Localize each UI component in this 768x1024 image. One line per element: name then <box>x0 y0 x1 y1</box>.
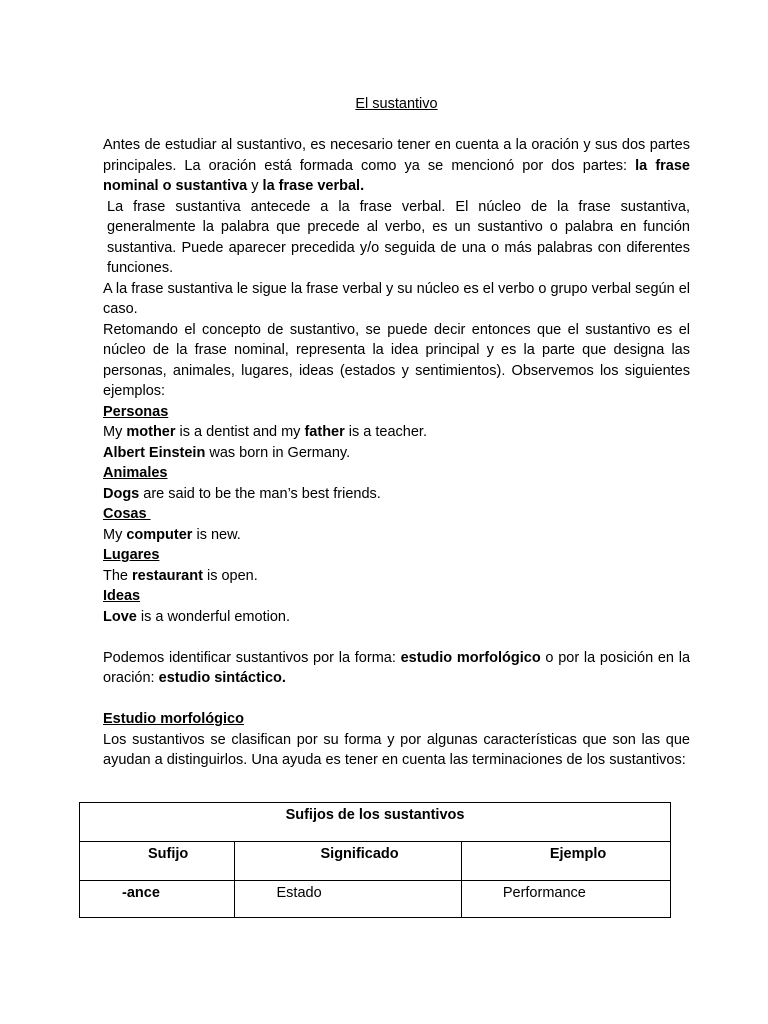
morph-paragraph: Los sustantivos se clasifican por su forma y por algunas características que son las que ayudan a distinguirlos. Una ayuda es tener en cuenta las terminaciones de los sustantivos: <box>103 731 690 768</box>
example-noun: Dogs <box>103 485 140 502</box>
example-noun: computer <box>126 526 193 543</box>
example-text: is a dentist and my <box>175 424 305 440</box>
example-text: is open. <box>202 567 258 584</box>
suffix-table <box>79 802 671 918</box>
example-text: are said to be the man’s best friends. <box>139 485 381 502</box>
identify-text: Podemos identificar sustantivos por la forma: <box>103 649 401 666</box>
table-header-sufijo: Sufijo <box>80 842 235 881</box>
identify-paragraph <box>103 648 690 689</box>
table-caption: Sufijos de los sustantivos <box>80 803 671 842</box>
table-row <box>80 881 671 918</box>
term-estudio-morfologico: estudio morfológico <box>400 649 541 666</box>
connector-text: y <box>247 178 263 194</box>
intro-paragraph-3: A la frase sustantiva le sigue la frase verbal y su núcleo es el verbo o grupo verbal según el caso. <box>103 280 690 317</box>
document-body <box>103 94 690 771</box>
example-animales <box>103 484 690 505</box>
intro-paragraph-1 <box>103 135 690 197</box>
example-text: My <box>103 424 127 440</box>
intro-text: Antes de estudiar al sustantivo, es necesario tener en cuenta a la oración y sus dos partes principales. La oración está formada como ya se mencionó por dos partes: <box>103 137 690 174</box>
example-text: is a teacher. <box>344 424 427 440</box>
heading-ideas: Ideas <box>103 588 141 604</box>
term-estudio-sintactico: estudio sintáctico. <box>158 670 286 686</box>
table-cell-ejemplo: Performance <box>461 881 670 918</box>
example-text: is a wonderful emotion. <box>136 608 290 625</box>
example-noun: Love <box>103 608 137 625</box>
page-title: El sustantivo <box>355 96 438 112</box>
example-noun: father <box>304 424 345 440</box>
table-cell-significado: Estado <box>234 881 461 918</box>
heading-cosas: Cosas <box>103 506 151 522</box>
example-lugares <box>103 566 690 587</box>
term-frase-verbal: la frase verbal. <box>262 178 365 194</box>
example-text: My <box>103 526 127 543</box>
example-personas-2 <box>103 443 690 464</box>
example-text: is new. <box>192 526 241 543</box>
term-frase-nominal: la frase nominal o sustantiva <box>103 157 690 194</box>
example-text: was born in Germany. <box>205 444 351 461</box>
example-noun: restaurant <box>132 567 203 584</box>
example-text: The <box>103 567 133 584</box>
table-cell-sufijo: -ance <box>80 881 235 918</box>
heading-lugares: Lugares <box>103 547 160 563</box>
example-ideas <box>103 607 690 628</box>
heading-personas: Personas <box>103 403 169 420</box>
table-header-significado: Significado <box>234 842 461 881</box>
example-noun: mother <box>126 424 176 440</box>
intro-paragraph-4: Retomando el concepto de sustantivo, se puede decir entonces que el sustantivo es el núcleo de la frase nominal, representa la idea principal y es la parte que designa las personas, animales, lugares, ideas (estados y sentimientos). Observemos los siguientes ejemplos: <box>103 321 690 399</box>
example-noun: Albert Einstein <box>103 444 206 461</box>
example-personas-1 <box>103 422 690 443</box>
example-cosas <box>103 525 690 546</box>
table-header-ejemplo: Ejemplo <box>461 842 670 881</box>
heading-estudio-morfologico: Estudio morfológico <box>103 711 244 727</box>
heading-animales: Animales <box>103 465 168 481</box>
identify-text: o por la posición en la oración: <box>103 649 691 686</box>
intro-paragraph-2: La frase sustantiva antecede a la frase verbal. El núcleo de la frase sustantiva, generalmente la palabra que precede al verbo, es un sustantivo o palabra en función sustantiva. Puede aparecer precedida y/o seguida de una o más palabras con diferentes funciones. <box>107 198 690 276</box>
